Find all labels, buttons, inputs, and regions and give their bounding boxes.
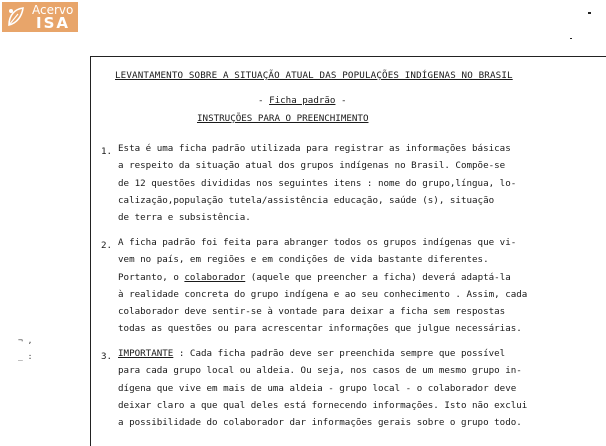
- scan-speck: [588, 12, 591, 14]
- margin-mark: ¬ ,: [18, 336, 33, 345]
- acervo-isa-logo: [2, 2, 78, 32]
- item-1-number: 1.: [101, 146, 113, 157]
- logo-text-isa: ISA: [36, 14, 70, 32]
- item-1-line: calização,população tutela/assistência educação, saúde (s), situação: [118, 194, 495, 206]
- item-1-text: [118, 140, 516, 226]
- subtitle-suffix: -: [335, 95, 347, 106]
- instructions-heading: INSTRUÇÕES PARA O PREENCHIMENTO: [197, 113, 369, 124]
- item-2-text: [118, 234, 527, 338]
- item-3-line: a possibilidade do colaborador dar informações gerais sobre o grupo todo.: [118, 417, 522, 429]
- document-subtitle: [258, 95, 347, 106]
- scan-speck: [570, 38, 572, 39]
- item-1-line: de terra e subsistência.: [118, 212, 251, 224]
- item-1-line: Esta é uma ficha padrão utilizada para registrar as informações básicas: [118, 143, 511, 154]
- item-3-line: dígena que vive em mais de uma aldeia - grupo local - o colaborador deve: [118, 382, 517, 394]
- item-2-line: à realidade concreta do grupo indígena e ao seu conhecimento . Assim, cada: [118, 288, 528, 300]
- item-2-line: vem no país, em regiões e em condições de vida bastante diferentes.: [118, 254, 489, 266]
- item-2-line: A ficha padrão foi feita para abranger todos os grupos indígenas que vi-: [118, 237, 517, 248]
- item-3-number: 3.: [101, 351, 113, 362]
- item-2-number: 2.: [101, 240, 113, 251]
- item-3-line-rest: : Cada ficha padrão deve ser preenchida sempre que possível: [173, 348, 506, 359]
- isa-leaf-icon: [5, 5, 27, 29]
- item-3-line: para cada grupo local ou aldeia. Ou seja, nos casos de um mesmo grupo in-: [118, 365, 522, 377]
- margin-mark: _ :: [18, 352, 33, 361]
- item-3-label: IMPORTANTE: [118, 348, 174, 359]
- item-3-text: [118, 345, 527, 431]
- item-2-line: [118, 269, 527, 286]
- item-1-line: de 12 questões divididas nos seguintes itens : nome do grupo,língua, lo-: [118, 177, 517, 189]
- document-title: LEVANTAMENTO SOBRE A SITUAÇÃO ATUAL DAS POPULAÇÕES INDÍGENAS NO BRASIL: [115, 70, 513, 81]
- subtitle-prefix: -: [258, 95, 270, 106]
- logo-text-acervo: Acervo: [32, 3, 74, 17]
- item-2-line: todas as questões ou para acrescentar informações que julgue necessárias.: [118, 323, 522, 335]
- item-2-line-rest: (aquele que preencher a ficha) deverá adaptá-la: [245, 271, 511, 283]
- item-2-line-start: Portanto, o: [118, 271, 185, 283]
- item-3-line: deixar claro a que qual deles está fornecendo informações. Isto não exclui: [118, 399, 528, 411]
- item-1-line: a respeito da situação atual dos grupos indígenas no Brasil. Compõe-se: [118, 160, 506, 172]
- item-3-line: [118, 345, 527, 362]
- subtitle-word: Ficha padrão: [269, 95, 336, 106]
- item-2-keyword: colaborador: [184, 271, 246, 283]
- item-2-line: colaborador deve sentir-se à vontade para deixar a ficha sem respostas: [118, 306, 506, 318]
